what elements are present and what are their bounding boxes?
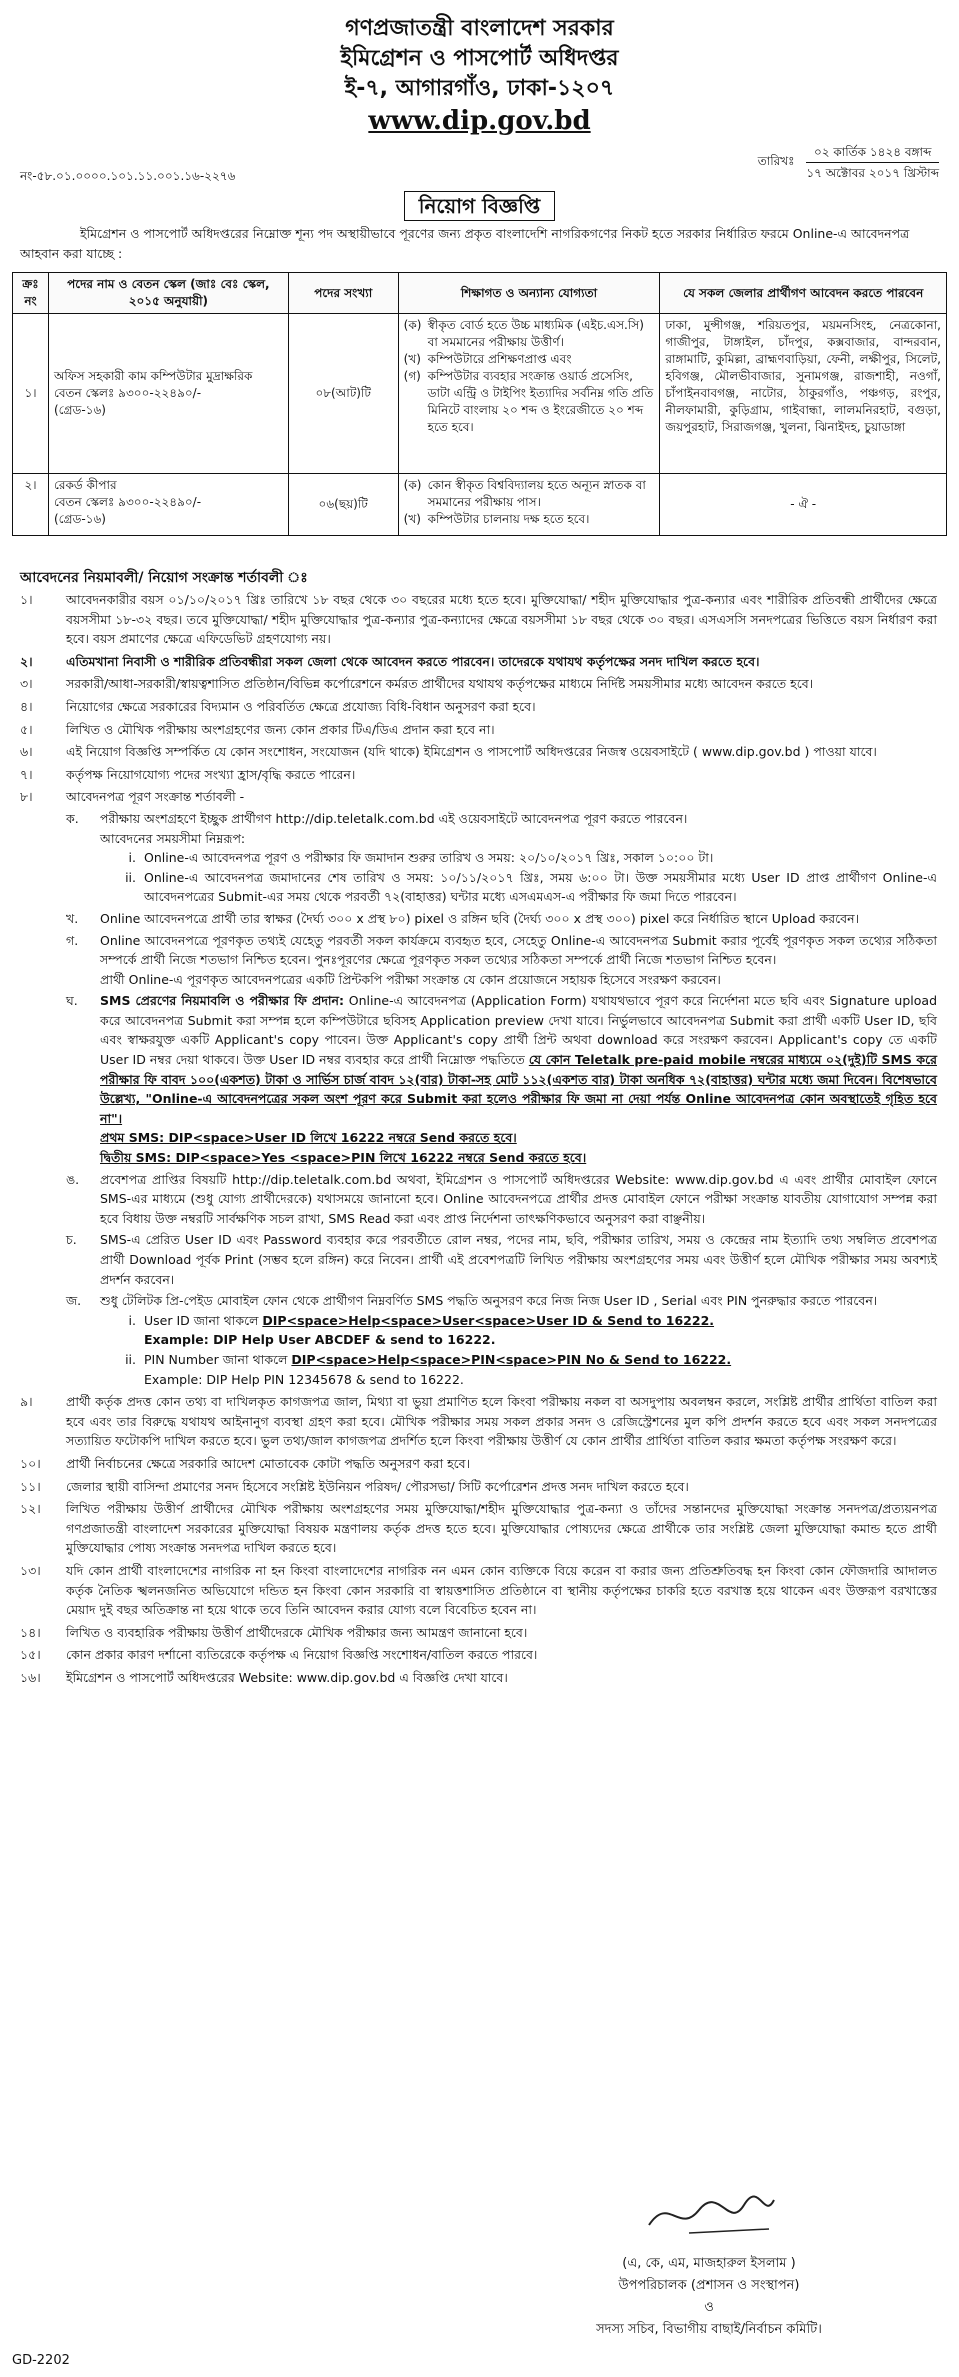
vacancy-table xyxy=(12,272,947,536)
sms-rules-heading: SMS প্রেরণের নিয়মাবলি ও পরীক্ষার ফি প্রদান: xyxy=(100,993,345,1009)
rule-item: ৭। কর্তৃপক্ষ নিয়োগযোগ্য পদের সংখ্যা হ্রাস/বৃদ্ধি করতে পারেন। xyxy=(20,766,356,782)
col-serial: ক্রঃ নং xyxy=(13,273,49,314)
second-sms-instruction: দ্বিতীয় SMS: DIP<space>Yes <space>PIN লিখে 16222 নম্বরে Send করতে হবে। xyxy=(100,1150,587,1166)
col-post-count: পদের সংখ্যা xyxy=(288,273,398,314)
memo-number: নং-৫৮.০১.০০০০.১০১.১১.০০১.১৬-২২৭৬ xyxy=(20,169,236,183)
government-name: গণপ্রজাতন্ত্রী বাংলাদেশ সরকার xyxy=(345,16,614,41)
date-english: ১৭ অক্টোবর ২০১৭ খ্রিস্টাব্দ xyxy=(806,166,939,180)
qualification-item: (ক) স্বীকৃত বোর্ড হতে উচ্চ মাধ্যমিক (এইচ.এস.সি) বা সমমানের পরীক্ষায় উত্তীর্ণ। xyxy=(403,318,644,349)
notice-title: নিয়োগ বিজ্ঞপ্তি xyxy=(404,191,556,221)
eligible-districts: - ঐ - xyxy=(660,474,947,536)
issue-date xyxy=(758,142,939,183)
recovery-example: Example: DIP Help User ABCDEF & send to 16222. xyxy=(144,1332,496,1348)
pay-grade: (গ্রেড-১৬) xyxy=(53,512,106,526)
recovery-example: Example: DIP Help PIN 12345678 & send to 16222. xyxy=(144,1371,464,1387)
signatory-role: সদস্য সচিব, বিভাগীয় বাছাই/নির্বাচন কমিটি। xyxy=(596,2322,822,2337)
sub-rule-ka: ক. পরীক্ষায় অংশগ্রহণে ইচ্ছুক প্রার্থীগণ http://dip.teletalk.com.bd এই ওয়েবসাইটে আবেদনপত্র পূরণ করতে পারবেন। xyxy=(66,810,688,826)
department-name: ইমিগ্রেশন ও পাসপোর্ট অধিদপ্তর xyxy=(340,46,619,71)
qualification-item: (খ) কম্পিউটারে প্রশিক্ষণপ্রাপ্ত এবং xyxy=(403,352,572,366)
sub-rule-ca: চ. SMS-এ প্রেরিত User ID এবং Password ব্যবহার করে পরবর্তীতে রোল নম্বর, পদের নাম, ছবি, পরীক্ষার তারিখ, সময় ও কেন্দ্রের নাম ইত্যাদি তথ্য সম্বলিত প্রবেশপত্র প্রার্থী Download পূর্বক Print (সম্ভব হলে রঙ্গিন) করে নিবেন। প্রার্থী এই প্রবেশপত্রটি লিখিত পরীক্ষায় অংশগ্রহণের সময় এবং উত্তীর্ণ হলে মৌখিক পরীক্ষার সময় অবশ্যই প্রদর্শন করবেন। xyxy=(66,1232,937,1287)
department-address: ই-৭, আগারগাঁও, ঢাকা-১২০৭ xyxy=(344,76,615,101)
first-sms-instruction: প্রথম SMS: DIP<space>User ID লিখে 16222 নম্বরে Send করতে হবে। xyxy=(100,1130,517,1146)
post-count: ০৬(ছয়)টি xyxy=(288,474,398,536)
date-bangla: ০২ কার্তিক ১৪২৪ বঙ্গাব্দ xyxy=(806,142,939,163)
rule-item: ১৩। যদি কোন প্রার্থী বাংলাদেশের নাগরিক না হন কিংবা বাংলাদেশের নাগরিক নন এমন কোন ব্যক্তিকে বিয়ে করেন বা করার জন্য প্রতিশ্রুতিবদ্ধ হন কিংবা কোন ফৌজদারি আদালত কর্তৃক নৈতিক স্খলনজনিত অভিযোগে দন্ডিত হন কিংবা কোন সরকারি বা স্বায়ত্তশাসিত প্রতিষ্ঠানে বা স্থানীয় কর্তৃপক্ষের চাকরি হতে বরখাস্ত হয়ে থাকেন এবং উক্তরূপ বরখাস্তের মেয়াদ দুই বছর অতিক্রান্ত না হয়ে থাকে তবে তিনি আবেদন করার যোগ্য বলে বিবেচিত হবেন না। xyxy=(20,1562,937,1618)
rules-list xyxy=(20,590,937,1690)
rule-item: ৯। প্রার্থী কর্তৃক প্রদত্ত কোন তথ্য বা দাখিলকৃত কাগজপত্র জাল, মিথ্যা বা ভুয়া প্রমাণিত হলে কিংবা পরীক্ষায় নকল বা অসদুপায় অবলম্বন করলে, সংশ্লিষ্ট প্রার্থীর প্রার্থিতা বাতিল করা হবে এবং তার বিরুদ্ধে যথাযথ আইনানুগ ব্যবস্থা গ্রহণ করা হবে। মৌখিক পরীক্ষার সময় সকল প্রকার সনদ ও রেজিস্ট্রেশনের মুল কপি প্রদর্শন করতে হবে এবং সকল সনদপত্রের সত্যায়িত ফটোকপি দাখিল করতে হবে। ভুল তথ্য/জাল কাগজপত্র প্রদর্শিত হলে কিংবা পরীক্ষায় উত্তীর্ণ যে কোন প্রার্থীর প্রার্থিতা বাতিল করার ক্ষমতা কর্তৃপক্ষ সংরক্ষণ করে। xyxy=(20,1394,937,1449)
schedule-label: আবেদনের সময়সীমা নিম্নরূপ: xyxy=(100,830,246,846)
signatory-designation: উপপরিচালক (প্রশাসন ও সংস্থাপন) xyxy=(618,2278,800,2293)
row-post xyxy=(48,314,288,474)
sub-rule-ga: গ. Online আবেদনপত্রে পূরণকৃত তথ্যই যেহেতু পরবর্তী সকল কার্যক্রমে ব্যবহৃত হবে, সেহেতু Online-এ আবেদনপত্র Submit করার পূর্বেই পূরণকৃত সকল তথ্যের সঠিকতা সম্পর্কে প্রার্থী নিজে শতভাগ নিশ্চিত হবেন। পুনঃপূরণের ক্ষেত্রে পূরণকৃত সকল তথ্যের সঠিকতা সম্পর্কে প্রার্থী নিজে শতভাগ নিশ্চিত হবেন। xyxy=(66,932,937,968)
intro-paragraph: ইমিগ্রেশন ও পাসপোর্ট অধিদপ্তরের নিম্নোক্ত শূন্য পদ অস্থায়ীভাবে পূরণের জন্য প্রকৃত বাংলাদেশি নাগরিকগণের নিকট হতে সরকার নির্ধারিত ফরমে Online-এ আবেদনপত্র আহবান করা যাচ্ছে : xyxy=(20,226,910,261)
recovery-command: DIP<space>Help<space>User<space>User ID & Send to 16222. xyxy=(262,1312,715,1328)
rule-item-application: ৮। আবেদনপত্র পূরণ সংক্রান্ত শর্তাবলী - ক. পরীক্ষায় অংশগ্রহণে ইচ্ছুক প্রার্থীগণ http://dip.teletalk.com.bd এই ওয়েবসাইটে আবেদনপত্র পূরণ করতে পারবেন। আবেদনের সময়সীমা নিম্নরূপ: i. Online-এ আবেদনপত্র পূরণ ও পরীক্ষার ফি জমাদান শুরুর তারিখ ও সময়: ২০/১০/২০১৭ খ্রিঃ, সকাল ১০:০০ টা। ii. Online-এ আবেদনপত্র জমাদানের শেষ তারিখ ও সময়: ১০/১১/২০১৭ খ্রিঃ, সময় ৬:০০ টা। উক্ত সময়সীমার মধ্যে User ID প্রাপ্ত প্রার্থীগণ Online-এ আবেদনপত্রের Submit-এর সময় থেকে পরবর্তী ৭২(বাহাত্তর) ঘন্টার মধ্যে এসএমএস-এ পরীক্ষার ফি জমা দিতে পারবেন। খ. Online আবেদনপত্রে প্রার্থী তার স্বাক্ষর (দৈর্ঘ্য ৩০০ x প্রস্থ ৮০) pixel ও রঙ্গিন ছবি (দৈর্ঘ্য ৩০০ x প্রস্থ ৩০০) pixel করে নির্ধারিত স্থানে Upload করবেন। গ. Online আবেদনপত্রে পূরণকৃত তথ্যই যেহেতু পরবর্তী সকল কার্যক্রমে ব্যবহৃত হবে, সেহেতু Online-এ আবেদনপত্র Submit করার পূর্বেই পূরণকৃত সকল তথ্যের সঠিকতা সম্পর্কে প্রার্থী নিজে শতভাগ নিশ্চিত হবেন। পুনঃপূরণের ক্ষেত্রে পূরণকৃত সকল তথ্যের সঠিকতা সম্পর্কে প্রার্থী নিজে শতভাগ নিশ্চিত হবেন। প্রার্থী Online-এ পূরণকৃত আবেদনপত্রের একটি প্রিন্টকপি পরীক্ষা সংক্রান্ত যে কোন প্রয়োজনে সহায়ক হিসেবে সংরক্ষণ করবেন। ঘ. SMS প্রেরণের নিয়মাবলি ও পরীক্ষার ফি প্রদান: Online-এ আবেদনপত্র (Application Form) যথাযথভাবে পূরণ করে নির্দেশনা মতে ছবি এবং Signature upload করে আবেদনপত্র Submit করা সম্পন্ন হলে কম্পিউটারে ছবিসহ Application preview দেখা যাবে। নির্ভুলভাবে আবেদনপত্র Submit করা প্রার্থী একটি User ID, ছবি এবং স্বাক্ষরযুক্ত একটি Applicant's copy পাবেন। উক্ত Applicant's copy প্রার্থী প্রিন্ট অথবা download করে সংরক্ষণ করবেন। Applicant's copy তে একটি User ID নম্বর দেয়া থাকবে। উক্ত User ID নম্বর ব্যবহার করে প্রার্থী নিম্নোক্ত পদ্ধতিতে যে কোন Teletalk pre-paid mobile নম্বরের মাধ্যমে ০২(দুই)টি SMS করে পরীক্ষার ফি বাবদ ১০০(একশত) টাকা ও সার্ভিস চার্জ বাবদ ১২(বার) টাকা-সহ মোট ১১২(একশত বার) টাকা অনধিক ৭২(বাহাত্তর) ঘন্টার মধ্যে জমা দিবেন। বিশেষভাবে উল্লেখ্য, "Online-এ আবেদনপত্রের সকল অংশ পূরণ করে Submit করা হলেও পরীক্ষার ফি জমা না দেয়া পর্যন্ত Online আবেদনপত্র কোন অবস্থাতেই গৃহিত হবে না"। প্রথম SMS: DIP<space>User ID লিখে 16222 নম্বরে Send করতে হবে। দ্বিতীয় SMS: DIP<space>Yes <space>PIN লিখে 16222 নম্বরে Send করতে হবে। ঙ. প্রবেশপত্র প্রাপ্তির বিষয়টি http://dip.teletalk.com.bd অথবা, ইমিগ্রেশন ও পাসপোর্ট অধিদপ্তরের Website: www.dip.gov.bd এ এবং প্রার্থীর মোবাইল ফোনে SMS-এর মাধ্যমে (শুধু যোগ্য প্রার্থীদেরকে) যথাসময়ে জানানো হবে। Online আবেদনপত্রে প্রার্থীর প্রদত্ত মোবাইল ফোনে পরীক্ষা সংক্রান্ত যাবতীয় যোগাযোগ সম্পন্ন করা হবে বিধায় উক্ত নম্বরটি সার্বক্ষণিক সচল রাখা, SMS Read করা এবং প্রাপ্ত নির্দেশনা তাৎক্ষণিকভাবে অনুসরণ করা বাঞ্ছনীয়। চ. SMS-এ প্রেরিত User ID এবং Password ব্যবহার করে পরবর্তীতে রোল নম্বর, পদের নাম, ছবি, পরীক্ষার তারিখ, সময় ও কেন্দ্রের নাম ইত্যাদি তথ্য সম্বলিত প্রবেশপত্র প্রার্থী Download পূর্বক Print (সম্ভব হলে রঙ্গিন) করে নিবেন। প্রার্থী এই প্রবেশপত্রটি লিখিত পরীক্ষায় অংশগ্রহণের সময় এবং উত্তীর্ণ হলে মৌখিক পরীক্ষার সময় অবশ্যই প্রদর্শন করবেন। জ. শুধু টেলিটক প্রি-পেইড মোবাইল ফোন থেকে প্রার্থীগণ নিম্নবর্ণিত SMS পদ্ধতি অনুসরণ করে নিজ নিজ User ID , Serial এবং PIN পুনরুদ্ধার করতে পারবেন। i. User ID জানা থাকলে DIP<space>Help<space>User<space>User ID & Send to 16222. Example: DIP Help User ABCDEF & send to 16222. ii. PIN Number জানা থাকলে DIP<space>Help<space>PIN<space>PIN No & Send to 16222. Example: DIP Help PIN 12345678 & send to 16222. xyxy=(20,787,937,1389)
rule-item: ১২। লিখিত পরীক্ষায় উত্তীর্ণ প্রার্থীদের মৌখিক পরীক্ষায় অংশগ্রহণের সময় মুক্তিযোদ্ধা/শহীদ মুক্তিযোদ্ধার পুত্র-কন্যা ও তাঁদের সন্তানদের মুক্তিযোদ্ধা সংক্রান্ত সনদপত্র/প্রত্যয়নপত্র গণপ্রজাতন্ত্রী বাংলাদেশ সরকারের মুক্তিযোদ্ধা বিষয়ক মন্ত্রণালয় কর্তৃক প্রদত্ত হতে হবে। মুক্তিযোদ্ধার পোষ্যদের ক্ষেত্রে প্রার্থীকে তার সংশ্লিষ্ট জেলা মুক্তিযোদ্ধা কমান্ড হতে প্রার্থী মুক্তিযোদ্ধার পোষ্য সংক্রান্ত সনদপত্র দাখিল করতে হবে। xyxy=(20,1501,937,1556)
row-serial: ২। xyxy=(13,474,49,536)
schedule-item: ii. Online-এ আবেদনপত্র জমাদানের শেষ তারিখ ও সময়: ১০/১১/২০১৭ খ্রিঃ, সময় ৬:০০ টা। উক্ত সময়সীমার মধ্যে User ID প্রাপ্ত প্রার্থীগণ Online-এ আবেদনপত্রের Submit-এর সময় থেকে পরবর্তী ৭২(বাহাত্তর) ঘন্টার মধ্যে এসএমএস-এ পরীক্ষার ফি জমা দিতে পারবেন। xyxy=(125,869,937,905)
sub-rule-uma: ঙ. প্রবেশপত্র প্রাপ্তির বিষয়টি http://dip.teletalk.com.bd অথবা, ইমিগ্রেশন ও পাসপোর্ট অধিদপ্তরের Website: www.dip.gov.bd এ এবং প্রার্থীর মোবাইল ফোনে SMS-এর মাধ্যমে (শুধু যোগ্য প্রার্থীদেরকে) যথাসময়ে জানানো হবে। Online আবেদনপত্রে প্রার্থীর প্রদত্ত মোবাইল ফোনে পরীক্ষা সংক্রান্ত যাবতীয় যোগাযোগ সম্পন্ন করা হবে বিধায় উক্ত নম্বরটি সার্বক্ষণিক সচল রাখা, SMS Read করা এবং প্রাপ্ত নির্দেশনা তাৎক্ষণিকভাবে অনুসরণ করা বাঞ্ছনীয়। xyxy=(66,1171,937,1226)
post-count: ০৮(আট)টি xyxy=(288,314,398,474)
notice-title-box xyxy=(0,192,959,225)
signatory-name: (এ, কে, এম, মাজহারুল ইসলাম ) xyxy=(622,2256,796,2271)
schedule-item: i. Online-এ আবেদনপত্র পূরণ ও পরীক্ষার ফি জমাদান শুরুর তারিখ ও সময়: ২০/১০/২০১৭ খ্রিঃ, সকাল ১০:০০ টা। xyxy=(128,850,714,866)
row-post xyxy=(48,474,288,536)
rules-heading: আবেদনের নিয়মাবলী/ নিয়োগ সংক্রান্ত শর্তাবলী ঃ xyxy=(20,570,308,586)
pay-scale: বেতন স্কেলঃ ৯৩০০-২২৪৯০/- xyxy=(53,495,202,509)
sub-rule-ja: জ. শুধু টেলিটক প্রি-পেইড মোবাইল ফোন থেকে প্রার্থীগণ নিম্নবর্ণিত SMS পদ্ধতি অনুসরণ করে নিজ নিজ User ID , Serial এবং PIN পুনরুদ্ধার করতে পারবেন। xyxy=(66,1293,878,1309)
post-name: অফিস সহকারী কাম কম্পিউটার মুদ্রাক্ষরিক xyxy=(53,369,253,383)
memo-date-row xyxy=(0,138,959,194)
sub-rule-kha: খ. Online আবেদনপত্রে প্রার্থী তার স্বাক্ষর (দৈর্ঘ্য ৩০০ x প্রস্থ ৮০) pixel ও রঙ্গিন ছবি (দৈর্ঘ্য ৩০০ x প্রস্থ ৩০০) pixel করে নির্ধারিত স্থানে Upload করবেন। xyxy=(66,910,860,926)
row-serial: ১। xyxy=(13,314,49,474)
col-qualification: শিক্ষাগত ও অন্যান্য যোগ্যতা xyxy=(398,273,660,314)
signature-scribble xyxy=(629,2185,789,2245)
rule-item: ৪। নিয়োগের ক্ষেত্রে সরকারের বিদ্যমান ও পরিবর্তিত ক্ষেত্রে প্রযোজ্য বিধি-বিধান অনুসরণ করা হবে। xyxy=(20,698,536,714)
letterhead xyxy=(0,14,959,138)
recovery-user-id: i. User ID জানা থাকলে DIP<space>Help<space>User<space>User ID & Send to 16222. Example: DIP Help User ABCDEF & send to 16222. xyxy=(128,1312,715,1348)
qualifications xyxy=(398,474,660,536)
signature-block xyxy=(519,2185,899,2341)
qualification-item: (খ) কম্পিউটার চালনায় দক্ষ হতে হবে। xyxy=(403,512,590,526)
sms-rules-text: Online-এ আবেদনপত্র (Application Form) যথাযথভাবে পূরণ করে নির্দেশনা মতে ছবি এবং Signature upload করে আবেদনপত্র Submit করা সম্পন্ন হলে কম্পিউটারে ছবিসহ Application preview দেখা যাবে। নির্ভুলভাবে আবেদনপত্র Submit করা প্রার্থী একটি User ID, ছবি এবং স্বাক্ষরযুক্ত একটি Applicant's copy পাবেন। উক্ত Applicant's copy প্রার্থী প্রিন্ট অথবা download করে সংরক্ষণ করবেন। Applicant's copy তে একটি User ID নম্বর দেয়া থাকবে। উক্ত User ID নম্বর ব্যবহার করে প্রার্থী নিম্নোক্ত পদ্ধতিতে xyxy=(100,993,938,1068)
qualifications xyxy=(398,314,660,474)
recovery-pin: ii. PIN Number জানা থাকলে DIP<space>Help<space>PIN<space>PIN No & Send to 16222. Example: DIP Help PIN 12345678 & send to 16222. xyxy=(125,1351,732,1387)
print-copy-note: প্রার্থী Online-এ পূরণকৃত আবেদনপত্রের একটি প্রিন্টকপি পরীক্ষা সংক্রান্ত যে কোন প্রয়োজনে সহায়ক হিসেবে সংরক্ষণ করবেন। xyxy=(100,971,721,987)
rule-item: ১১। জেলার স্থায়ী বাসিন্দা প্রমাণের সনদ হিসেবে সংশ্লিষ্ট ইউনিয়ন পরিষদ/ পৌরসভা/ সিটি কর্পোরেশন প্রদত্ত সনদ দাখিল করতে হবে। xyxy=(20,1478,689,1494)
sms-fee-notice: যে কোন Teletalk pre-paid mobile নম্বরের মাধ্যমে ০২(দুই)টি SMS করে পরীক্ষার ফি বাবদ ১০০(একশত) টাকা ও সার্ভিস চার্জ বাবদ ১২(বার) টাকা-সহ মোট ১১২(একশত বার) টাকা অনধিক ৭২(বাহাত্তর) ঘন্টার মধ্যে জমা দিবেন। বিশেষভাবে উল্লেখ্য, "Online-এ আবেদনপত্রের সকল অংশ পূরণ করে Submit করা হলেও পরীক্ষার ফি জমা না দেয়া পর্যন্ত Online আবেদনপত্র কোন অবস্থাতেই গৃহিত হবে না"। xyxy=(100,1052,937,1126)
col-post-name: পদের নাম ও বেতন স্কেল (জাঃ বেঃ স্কেল, ২০১৫ অনুযায়ী) xyxy=(48,273,288,314)
post-name: রেকর্ড কীপার xyxy=(53,478,117,492)
rule-item: ৩। সরকারী/আধা-সরকারী/স্বায়ত্বশাসিত প্রতিষ্ঠান/বিভিন্ন কর্পোরেশনে কর্মরত প্রার্থীদের যথাযথ কর্তৃপক্ষের মাধ্যমে নির্দিষ্ট সময়সীমার মধ্যে আবেদন করতে হবে। xyxy=(20,676,814,692)
signatory-and: ও xyxy=(704,2300,714,2315)
rule-item: ১০। প্রার্থী নির্বাচনের ক্ষেত্রে সরকারি আদেশ মোতাবেক কোটা পদ্ধতি অনুসরণ করা হবে। xyxy=(20,1455,471,1471)
qualification-item: (গ) কম্পিউটার ব্যবহার সংক্রান্ত ওয়ার্ড প্রসেসিং, ডাটা এন্ট্রি ও টাইপিং ইত্যাদির সর্বনিম্ন গতি প্রতি মিনিটে বাংলায় ২০ শব্দ ও ইংরেজীতে ২০ শব্দ হতে হবে। xyxy=(403,369,654,434)
table-row xyxy=(13,474,947,536)
rule-item: ৫। লিখিত ও মৌখিক পরীক্ষায় অংশগ্রহণের জন্য কোন প্রকার টিএ/ডিএ প্রদান করা হবে না। xyxy=(20,721,495,737)
table-row xyxy=(13,314,947,474)
rule-item: ২। এতিমখানা নিবাসী ও শারীরিক প্রতিবন্ধীরা সকল জেলা থেকে আবেদন করতে পারবেন। তাদেরকে যথাযথ কর্তৃপক্ষের সনদ দাখিল করতে হবে। xyxy=(20,653,760,669)
qualification-item: (ক) কোন স্বীকৃত বিশ্ববিদ্যালয় হতে অন্যূন স্নাতক বা সমমানের পরীক্ষায় পাস। xyxy=(403,478,646,509)
rule-item: ৬। এই নিয়োগ বিজ্ঞপ্তি সম্পর্কিত যে কোন সংশোধন, সংযোজন (যদি থাকে) ইমিগ্রেশন ও পাসপোর্ট অধিদপ্তরের নিজস্ব ওয়েবসাইটে ( www.dip.gov.bd ) পাওয়া যাবে। xyxy=(20,744,877,760)
col-districts: যে সকল জেলার প্রার্থীগণ আবেদন করতে পারবেন xyxy=(660,273,947,314)
table-header-row xyxy=(13,273,947,314)
footer-code: GD-2202 xyxy=(12,2353,70,2368)
date-label: তারিখঃ xyxy=(757,153,795,168)
rule-item: ১। আবেদনকারীর বয়স ০১/১০/২০১৭ খ্রিঃ তারিখে ১৮ বছর থেকে ৩০ বছরের মধ্যে হতে হবে। মুক্তিযোদ্ধা/ শহীদ মুক্তিযোদ্ধার পুত্র-কন্যার এবং শারীরিক প্রতিবন্ধী প্রার্থীদের ক্ষেত্রে বয়সসীমা ১৮-৩২ বছর। তবে মুক্তিযোদ্ধা/ শহীদ মুক্তিযোদ্ধার পুত্র-কন্যার পুত্র-কন্যাদের ক্ষেত্রে বয়সসীমা ১৮ বছর থেকে ৩০ বছর। এসএসসি সনদপত্রের ভিত্তিতে বয়স নির্ধারণ করা হবে। বয়স প্রমাণের ক্ষেত্রে এফিডেভিট গ্রহণযোগ্য নয়। xyxy=(20,592,937,647)
rule-item: ১৪। লিখিত ও ব্যবহারিক পরীক্ষায় উত্তীর্ণ প্রার্থীদেরকে মৌখিক পরীক্ষার জন্য আমন্ত্রণ জানানো হবে। xyxy=(20,1624,528,1640)
pay-grade: (গ্রেড-১৬) xyxy=(53,403,106,417)
recovery-command: DIP<space>Help<space>PIN<space>PIN No & Send to 16222. xyxy=(291,1351,732,1367)
rule-item: ১৬। ইমিগ্রেশন ও পাসপোর্ট অধিদপ্তরের Website: www.dip.gov.bd এ বিজ্ঞপ্তি দেখা যাবে। xyxy=(20,1669,508,1685)
rule-item: ১৫। কোন প্রকার কারণ দর্শানো ব্যতিরেকে কর্তৃপক্ষ এ নিয়োগ বিজ্ঞপ্তি সংশোধন/বাতিল করতে পারবে। xyxy=(20,1647,538,1663)
department-website[interactable]: www.dip.gov.bd xyxy=(368,106,591,136)
pay-scale: বেতন স্কেলঃ ৯৩০০-২২৪৯০/- xyxy=(53,386,202,400)
application-rules-heading: আবেদনপত্র পূরণ সংক্রান্ত শর্তাবলী - xyxy=(66,789,245,805)
eligible-districts: ঢাকা, মুন্সীগঞ্জ, শরিয়তপুর, ময়মনসিংহ, নেত্রকোনা, গাজীপুর, টাঙ্গাইল, চাঁদপুর, কক্সবাজার, বান্দরবান, রাঙ্গামাটি, কুমিল্লা, ব্রাহ্মণবাড়িয়া, ফেনী, লক্ষীপুর, সিলেট, হবিগঞ্জ, মৌলভীবাজার, সুনামগঞ্জ, রাজশাহী, নওগাঁ, চাঁপাইনবাবগঞ্জ, নাটোর, ঠাকুরগাঁও, পঞ্চগড়, রংপুর, নীলফামারী, কুড়িগ্রাম, গাইবান্ধা, লালমনিরহাট, বগুড়া, জয়পুরহাট, সিরাজগঞ্জ, খুলনা, ঝিনাইদহ, চুয়াডাঙ্গা xyxy=(660,314,947,474)
sub-rule-gha: ঘ. SMS প্রেরণের নিয়মাবলি ও পরীক্ষার ফি প্রদান: Online-এ আবেদনপত্র (Application Form) যথাযথভাবে পূরণ করে নির্দেশনা মতে ছবি এবং Signature upload করে আবেদনপত্র Submit করা সম্পন্ন হলে কম্পিউটারে ছবিসহ Application preview দেখা যাবে। নির্ভুলভাবে আবেদনপত্র Submit করা প্রার্থী একটি User ID, ছবি এবং স্বাক্ষরযুক্ত একটি Applicant's copy পাবেন। উক্ত Applicant's copy প্রার্থী প্রিন্ট অথবা download করে সংরক্ষণ করবেন। Applicant's copy তে একটি User ID নম্বর দেয়া থাকবে। উক্ত User ID নম্বর ব্যবহার করে প্রার্থী নিম্নোক্ত পদ্ধতিতে যে কোন Teletalk pre-paid mobile নম্বরের মাধ্যমে ০২(দুই)টি SMS করে পরীক্ষার ফি বাবদ ১০০(একশত) টাকা ও সার্ভিস চার্জ বাবদ ১২(বার) টাকা-সহ মোট ১১২(একশত বার) টাকা অনধিক ৭২(বাহাত্তর) ঘন্টার মধ্যে জমা দিবেন। বিশেষভাবে উল্লেখ্য, "Online-এ আবেদনপত্রের সকল অংশ পূরণ করে Submit করা হলেও পরীক্ষার ফি জমা না দেয়া পর্যন্ত Online আবেদনপত্র কোন অবস্থাতেই গৃহিত হবে না"। xyxy=(66,993,938,1126)
